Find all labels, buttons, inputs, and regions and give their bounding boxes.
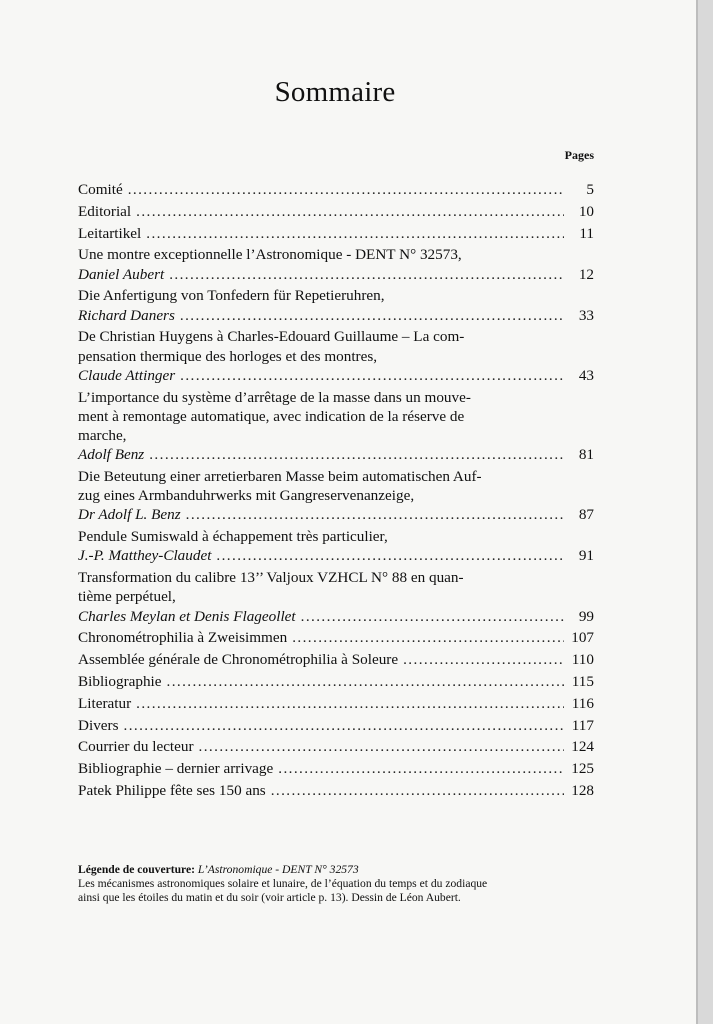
toc-entry-page-number: 12 — [578, 265, 594, 283]
toc-entry-title: Bibliographie — [78, 673, 162, 690]
toc-entry — [78, 202, 594, 221]
toc-entry-title: Patek Philippe fête ses 150 ans — [78, 781, 266, 799]
caption-heading-line — [78, 863, 618, 877]
toc-entry — [78, 716, 594, 735]
dot-leader — [292, 628, 564, 647]
toc-entry-page-number: 117 — [571, 716, 594, 734]
toc-entry-final-line — [78, 224, 594, 243]
toc-entry-author: Richard Daners — [78, 306, 175, 324]
toc-entry-page-number: 125 — [571, 760, 594, 778]
toc-entry — [78, 527, 594, 565]
dot-leader — [124, 716, 565, 735]
toc-entry-page-number: 107 — [571, 629, 594, 647]
toc-entry-title-line: Die Anfertigung von Tonfedern für Repetieruhren, — [78, 287, 385, 305]
toc-entry-final-line — [78, 628, 594, 647]
toc-entry-title-line: marche, — [78, 427, 127, 444]
dot-leader — [146, 224, 564, 243]
toc-entry-page-number: 128 — [571, 781, 594, 799]
toc-entry-author: J.-P. Matthey-Claudet — [78, 547, 212, 565]
toc-entry-final-line — [78, 716, 594, 735]
toc-entry-author: Adolf Benz — [78, 446, 145, 464]
toc-entry-title-line: pensation thermique des horloges et des montres, — [78, 347, 378, 365]
toc-entry-title-line: Une montre exceptionnelle l’Astronomique - DENT N° 32573, — [78, 246, 462, 264]
toc-entry-final-line — [78, 306, 594, 325]
toc-entry-title: Leitartikel — [78, 224, 142, 242]
pages-column-label: Pages — [564, 148, 594, 162]
toc-entry-author: Daniel Aubert — [78, 265, 165, 283]
toc-entry-page-number: 11 — [579, 224, 594, 242]
toc-entry-final-line — [78, 781, 594, 800]
dot-leader — [199, 737, 564, 756]
dot-leader — [128, 180, 564, 199]
toc-entry-title: Editorial — [78, 202, 132, 220]
toc-entry-title: Bibliographie – dernier arrivage — [78, 760, 274, 778]
caption-text-line-1: Les mécanismes astronomiques solaire et lunaire, de l’équation du temps et du zodiaque — [78, 877, 488, 890]
toc-entry-title-line: zug eines Armbanduhrwerks mit Gangreservenanzeige, — [78, 487, 415, 505]
toc-entry-title: Courrier du lecteur — [78, 738, 194, 756]
toc-entry-page-number: 10 — [578, 202, 594, 220]
page-title: Sommaire — [274, 76, 396, 108]
toc-entry — [78, 650, 594, 669]
toc-entry-page-number: 91 — [578, 547, 594, 565]
toc-entry-final-line — [78, 694, 594, 713]
dot-leader — [186, 505, 564, 524]
toc-entry — [78, 568, 594, 626]
toc-entry-title-line: Pendule Sumiswald à échappement très particulier, — [78, 528, 388, 546]
toc-entry — [78, 694, 594, 713]
toc-entry — [78, 672, 594, 691]
toc-entry-final-line — [78, 202, 594, 221]
toc-entry-title-line: De Christian Huygens à Charles-Edouard Guillaume – La com- — [78, 328, 465, 346]
toc-entry-page-number: 110 — [571, 651, 594, 669]
dot-leader — [301, 607, 564, 626]
toc-entry-title-line: Transformation du calibre 13’’ Valjoux VZHCL N° 88 en quan- — [78, 569, 464, 587]
toc-entry — [78, 628, 594, 647]
toc-entry-final-line — [78, 366, 594, 385]
dot-leader — [403, 650, 564, 669]
toc-entry-title-line: tième perpétuel, — [78, 588, 176, 606]
toc-entry-final-line — [78, 445, 594, 464]
toc-entry-title-line: ment à remontage automatique, avec indication de la réserve de — [78, 407, 465, 425]
toc-entry-final-line — [78, 737, 594, 756]
toc-entry-final-line — [78, 505, 594, 524]
caption-title: L’Astronomique - DENT N° 32573 — [197, 863, 359, 876]
toc-entry-final-line — [78, 650, 594, 669]
caption-text-line-2: ainsi que les étoiles du matin et du soir (voir article p. 13). Dessin de Léon Aubert. — [78, 891, 461, 904]
dot-leader — [180, 366, 564, 385]
toc-entry-author: Claude Attinger — [78, 366, 176, 384]
toc-entry-final-line — [78, 672, 594, 691]
toc-entry — [78, 737, 594, 756]
dot-leader — [136, 202, 564, 221]
toc-entry-title: Comité — [78, 181, 123, 198]
caption-label: Légende de couverture: — [78, 863, 195, 876]
toc-entry-title-line: L’importance du système d’arrêtage de la masse dans un mouve- — [78, 388, 471, 406]
dot-leader — [271, 781, 564, 800]
toc-entry-page-number: 33 — [578, 306, 594, 324]
toc-entry-author: Dr Adolf L. Benz — [78, 506, 181, 524]
toc-entry — [78, 286, 594, 324]
dot-leader — [216, 546, 564, 565]
toc-entry-page-number: 81 — [578, 446, 594, 464]
dot-leader — [278, 759, 564, 778]
toc-entry-page-number: 124 — [571, 738, 594, 756]
toc-entry-title-line: Die Beteutung einer arretierbaren Masse beim automatischen Auf- — [78, 468, 482, 485]
toc-entry-page-number: 43 — [578, 366, 594, 384]
toc-entry — [78, 327, 594, 385]
cover-caption — [78, 863, 618, 905]
toc-entry-page-number: 99 — [578, 607, 594, 625]
toc-entry-final-line — [78, 180, 594, 199]
toc-entry-final-line — [78, 607, 594, 626]
toc-entry-page-number: 87 — [578, 506, 594, 524]
toc-entry — [78, 388, 594, 465]
toc-entry-page-number: 115 — [571, 673, 594, 690]
toc-entry-page-number: 116 — [571, 694, 594, 712]
toc-entry — [78, 224, 594, 243]
toc-entry — [78, 245, 594, 283]
dot-leader — [180, 306, 564, 325]
dot-leader — [149, 445, 564, 464]
toc-entry — [78, 759, 594, 778]
toc-entry-final-line — [78, 265, 594, 284]
table-of-contents — [78, 180, 594, 803]
toc-entry-title: Assemblée générale de Chronométrophilia à Soleure — [78, 651, 399, 669]
toc-entry-final-line — [78, 546, 594, 565]
toc-entry-title: Divers — [78, 716, 119, 734]
toc-entry-page-number: 5 — [586, 181, 594, 198]
toc-entry-title: Chronométrophilia à Zweisimmen — [78, 629, 288, 647]
toc-entry-title: Literatur — [78, 694, 132, 712]
toc-entry-final-line — [78, 759, 594, 778]
toc-entry — [78, 781, 594, 800]
toc-entry-author: Charles Meylan et Denis Flageollet — [78, 607, 296, 625]
dot-leader — [167, 672, 564, 691]
toc-entry — [78, 467, 594, 525]
dot-leader — [136, 694, 564, 713]
toc-entry — [78, 180, 594, 199]
dot-leader — [169, 265, 564, 284]
